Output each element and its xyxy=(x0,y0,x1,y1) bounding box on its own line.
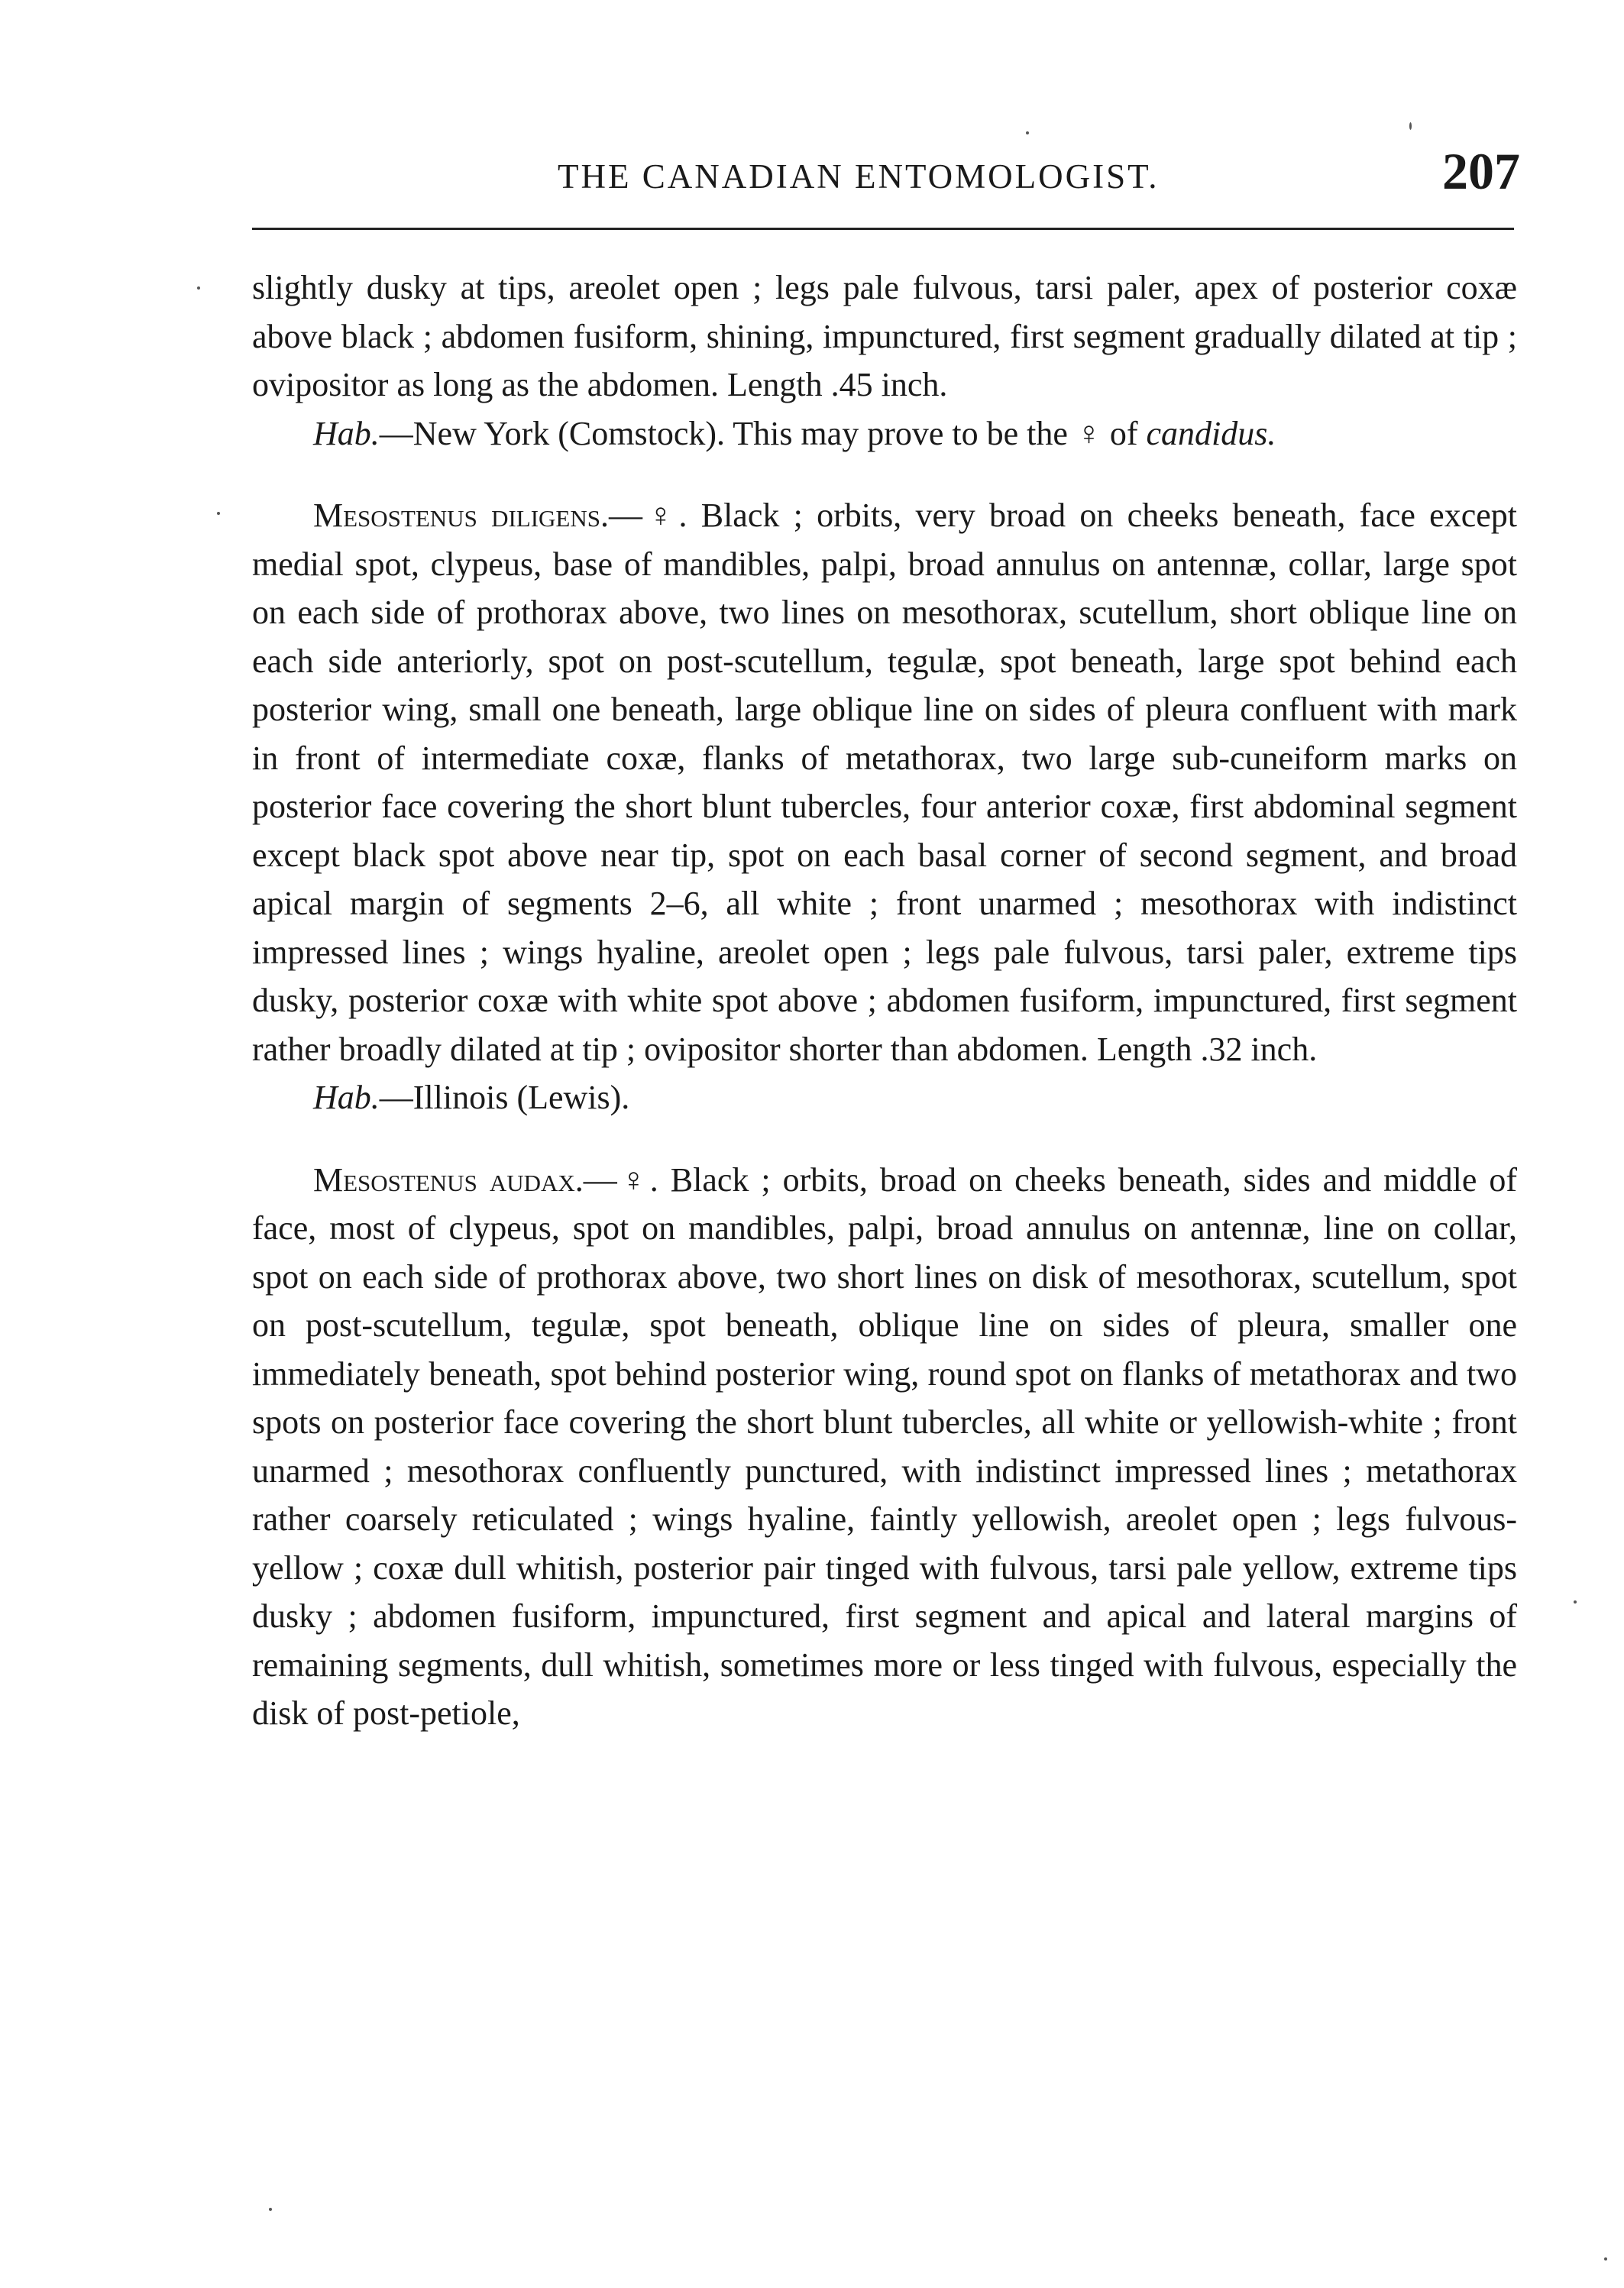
species-sex: —♀. xyxy=(583,1160,658,1199)
paper-speck xyxy=(217,512,220,515)
paper-speck xyxy=(1409,122,1412,130)
section-gap xyxy=(252,458,1517,491)
page-header xyxy=(0,141,1624,210)
paper-speck xyxy=(1574,1600,1577,1604)
species-name: Mesostenus audax. xyxy=(313,1160,584,1199)
hab-text: —Illinois (Lewis). xyxy=(379,1079,630,1116)
hab-label: Hab. xyxy=(313,414,380,452)
species-habitat-diligens xyxy=(252,1073,1517,1122)
body-text xyxy=(252,264,1517,1738)
species-text: Black ; orbits, broad on cheeks beneath, sides and middle of face, most of clypeus, spot on mandibles, palpi, broad annulus on antennæ, line on collar, spot on each side of prothorax above, two short lines on disk of mesothorax, scutellum, spot on post-scutellum, tegulæ, spot beneath, oblique line on sides of pleura, smaller one immediately beneath, spot behind posterior wing, round spot on flanks of metathorax and two spots on posterior face covering the short blunt tubercles, all white or yellowish-white ; front unarmed ; mesothorax confluently punctured, with indistinct impressed lines ; metathorax rather coarsely reticulated ; wings hyaline, faintly yellowish, areolet open ; legs fulvous-yellow ; coxæ dull whitish, posterior pair tinged with fulvous, tarsi pale yellow, extreme tips dusky ; abdomen fusiform, impunctured, first segment and apical and lateral margins of remaining segments, dull whitish, sometimes more or less tinged with fulvous, especially the disk of post-petiole, xyxy=(252,1160,1518,1732)
species-sex: —♀. xyxy=(608,497,687,534)
paper-speck xyxy=(1604,2257,1607,2260)
intro-habitat xyxy=(252,409,1517,458)
header-rule xyxy=(252,228,1514,230)
paper-speck xyxy=(269,2208,272,2211)
hab-label: Hab. xyxy=(313,1079,380,1116)
hab-italic: candidus. xyxy=(1146,414,1276,452)
running-title: THE CANADIAN ENTOMOLOGIST. xyxy=(558,157,1160,196)
species-name: Mesostenus diligens. xyxy=(313,497,609,534)
paper-speck xyxy=(1026,131,1029,134)
species-description-diligens xyxy=(252,491,1517,1073)
intro-paragraph: slightly dusky at tips, areolet open ; legs pale fulvous, tarsi paler, apex of posterior coxæ above black ; abdomen fusiform, shining, impunctured, first segment gradually dilated at tip ; ovipositor as long as the abdomen. Length .45 inch. xyxy=(252,269,1517,403)
species-description-audax xyxy=(252,1156,1517,1738)
paper-speck xyxy=(197,286,200,290)
hab-text: —New York (Comstock). This may prove to be the ♀ of xyxy=(379,414,1147,452)
section-gap xyxy=(252,1122,1517,1156)
page-number: 207 xyxy=(1442,142,1520,200)
species-text: Black ; orbits, very broad on cheeks beneath, face except medial spot, clypeus, base of mandibles, palpi, broad annulus on antennæ, collar, large spot on each side of prothorax above, two lines on mesothorax, scutellum, short oblique line on each side anteriorly, spot on post-scutellum, tegulæ, spot beneath, large spot behind each posterior wing, small one beneath, large oblique line on sides of pleura confluent with mark in front of intermediate coxæ, flanks of metathorax, two large sub-cuneiform marks on posterior face covering the short blunt tubercles, four anterior coxæ, first abdominal segment except black spot above near tip, spot on each basal corner of second segment, and broad apical margin of segments 2–6, all white ; front unarmed ; mesothorax with indistinct impressed lines ; wings hyaline, areolet open ; legs pale fulvous, tarsi paler, extreme tips dusky, posterior coxæ with white spot above ; abdomen fusiform, impunctured, first segment rather broadly dilated at tip ; ovipositor shorter than abdomen. Length .32 inch. xyxy=(252,497,1517,1068)
